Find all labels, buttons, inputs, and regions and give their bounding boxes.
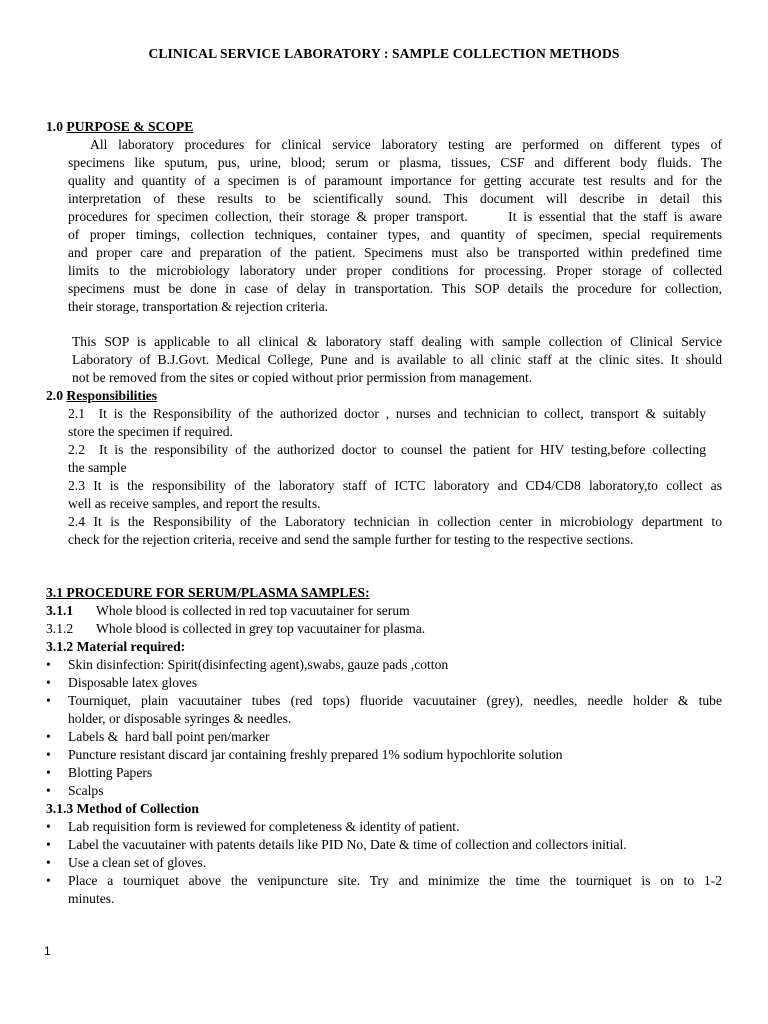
- bullet-icon: •: [46, 855, 51, 870]
- material-item: Puncture resistant discard jar containing freshly prepared 1% sodium hypochlorite solution: [68, 747, 563, 762]
- purpose-para-line: limits to the microbiology laboratory under proper conditions for processing. Proper storage of collected: [68, 263, 722, 278]
- purpose-para-line: their storage, transportation & rejection criteria.: [68, 299, 329, 314]
- purpose-para-line: All laboratory procedures for clinical service laboratory testing are performed on different types of: [90, 137, 722, 152]
- step-3-1-2-number: 3.1.2: [46, 621, 74, 636]
- bullet-icon: •: [46, 783, 51, 798]
- section-1-title: PURPOSE & SCOPE: [66, 119, 194, 134]
- purpose-para-line: procedures for specimen collection, their storage & proper transport. It is essential that the staff is aware: [68, 209, 722, 224]
- scope-para-line: This SOP is applicable to all clinical & laboratory staff dealing with sample collection of Clinical Service: [72, 334, 722, 349]
- bullet-icon: •: [46, 657, 51, 672]
- method-item: Label the vacuutainer with patents details like PID No, Date & time of collection and collectors initial.: [68, 837, 627, 852]
- scope-para-line: Laboratory of B.J.Govt. Medical College, Pune and is available to all clinic staff at the clinic sites. It should: [72, 352, 722, 367]
- purpose-para-line: and proper care and preparation of the patient. Specimens must also be transported within predefined time: [68, 245, 722, 260]
- purpose-para-line: specimens must be done in case of delay in transportation. This SOP details the procedure for collection,: [68, 281, 722, 296]
- material-item: Scalps: [68, 783, 104, 798]
- bullet-icon: •: [46, 729, 51, 744]
- material-item-cont: holder, or disposable syringes & needles.: [68, 711, 292, 726]
- material-item: Skin disinfection: Spirit(disinfecting agent),swabs, gauze pads ,cotton: [68, 657, 449, 672]
- method-item: Place a tourniquet above the venipuncture site. Try and minimize the time the tourniquet is on to 1-2: [68, 873, 722, 888]
- bullet-icon: •: [46, 873, 51, 888]
- step-3-1-2-text: Whole blood is collected in grey top vacuutainer for plasma.: [96, 621, 426, 636]
- purpose-para-line: specimens like sputum, pus, urine, blood; serum or plasma, tissues, CSF and different body fluids. The: [68, 155, 722, 170]
- method-item: Lab requisition form is reviewed for completeness & identity of patient.: [68, 819, 460, 834]
- responsibility-line: 2.4 It is the Responsibility of the Laboratory technician in collection center in microbiology department to: [68, 514, 722, 529]
- document-title: CLINICAL SERVICE LABORATORY : SAMPLE COLLECTION METHODS: [148, 46, 620, 61]
- responsibility-line: the sample: [68, 460, 127, 475]
- section-3-1-heading: 3.1 PROCEDURE FOR SERUM/PLASMA SAMPLES:: [46, 585, 370, 600]
- method-item: Use a clean set of gloves.: [68, 855, 207, 870]
- responsibility-line: 2.1 It is the Responsibility of the authorized doctor , nurses and technician to collect, transport & suitably: [68, 406, 706, 421]
- section-2-title: Responsibilities: [66, 388, 158, 403]
- bullet-icon: •: [46, 693, 51, 708]
- material-item: Tourniquet, plain vacuutainer tubes (red tops) fluoride vacuutainer (grey), needles, needle holder & tube: [68, 693, 722, 708]
- method-item-cont: minutes.: [68, 891, 115, 906]
- responsibility-line: check for the rejection criteria, receive and send the sample further for testing to the respective sections.: [68, 532, 634, 547]
- purpose-para-line: interpretation of these results to be scientifically sound. This document will describe in detail this: [68, 191, 722, 206]
- step-3-1-1-text: Whole blood is collected in red top vacuutainer for serum: [96, 603, 410, 618]
- purpose-para-line: quality and quantity of a specimen is of paramount importance for getting accurate test results and for the: [68, 173, 722, 188]
- step-3-1-1-number: 3.1.1: [46, 603, 74, 618]
- section-2-heading: [46, 387, 157, 405]
- page-number: 1: [44, 944, 51, 958]
- responsibility-line: well as receive samples, and report the results.: [68, 496, 321, 511]
- responsibility-line: 2.3 It is the responsibility of the laboratory staff of ICTC laboratory and CD4/CD8 laboratory,to collect as: [68, 478, 722, 493]
- section-1-heading: [46, 118, 193, 136]
- bullet-icon: •: [46, 819, 51, 834]
- section-2-number: 2.0: [46, 388, 63, 403]
- bullet-icon: •: [46, 765, 51, 780]
- scope-para-line: not be removed from the sites or copied without prior permission from management.: [72, 370, 533, 385]
- responsibility-line: store the specimen if required.: [68, 424, 233, 439]
- bullet-icon: •: [46, 675, 51, 690]
- material-item: Disposable latex gloves: [68, 675, 198, 690]
- method-heading: 3.1.3 Method of Collection: [46, 801, 199, 816]
- bullet-icon: •: [46, 837, 51, 852]
- material-item: Blotting Papers: [68, 765, 153, 780]
- bullet-icon: •: [46, 747, 51, 762]
- materials-heading: 3.1.2 Material required:: [46, 639, 186, 654]
- section-1-number: 1.0: [46, 119, 63, 134]
- material-item: Labels & hard ball point pen/marker: [68, 729, 270, 744]
- responsibility-line: 2.2 It is the responsibility of the authorized doctor to counsel the patient for HIV testing,before collecting: [68, 442, 706, 457]
- purpose-para-line: of proper timings, collection techniques, container types, and quantity of specimen, special requirements: [68, 227, 722, 242]
